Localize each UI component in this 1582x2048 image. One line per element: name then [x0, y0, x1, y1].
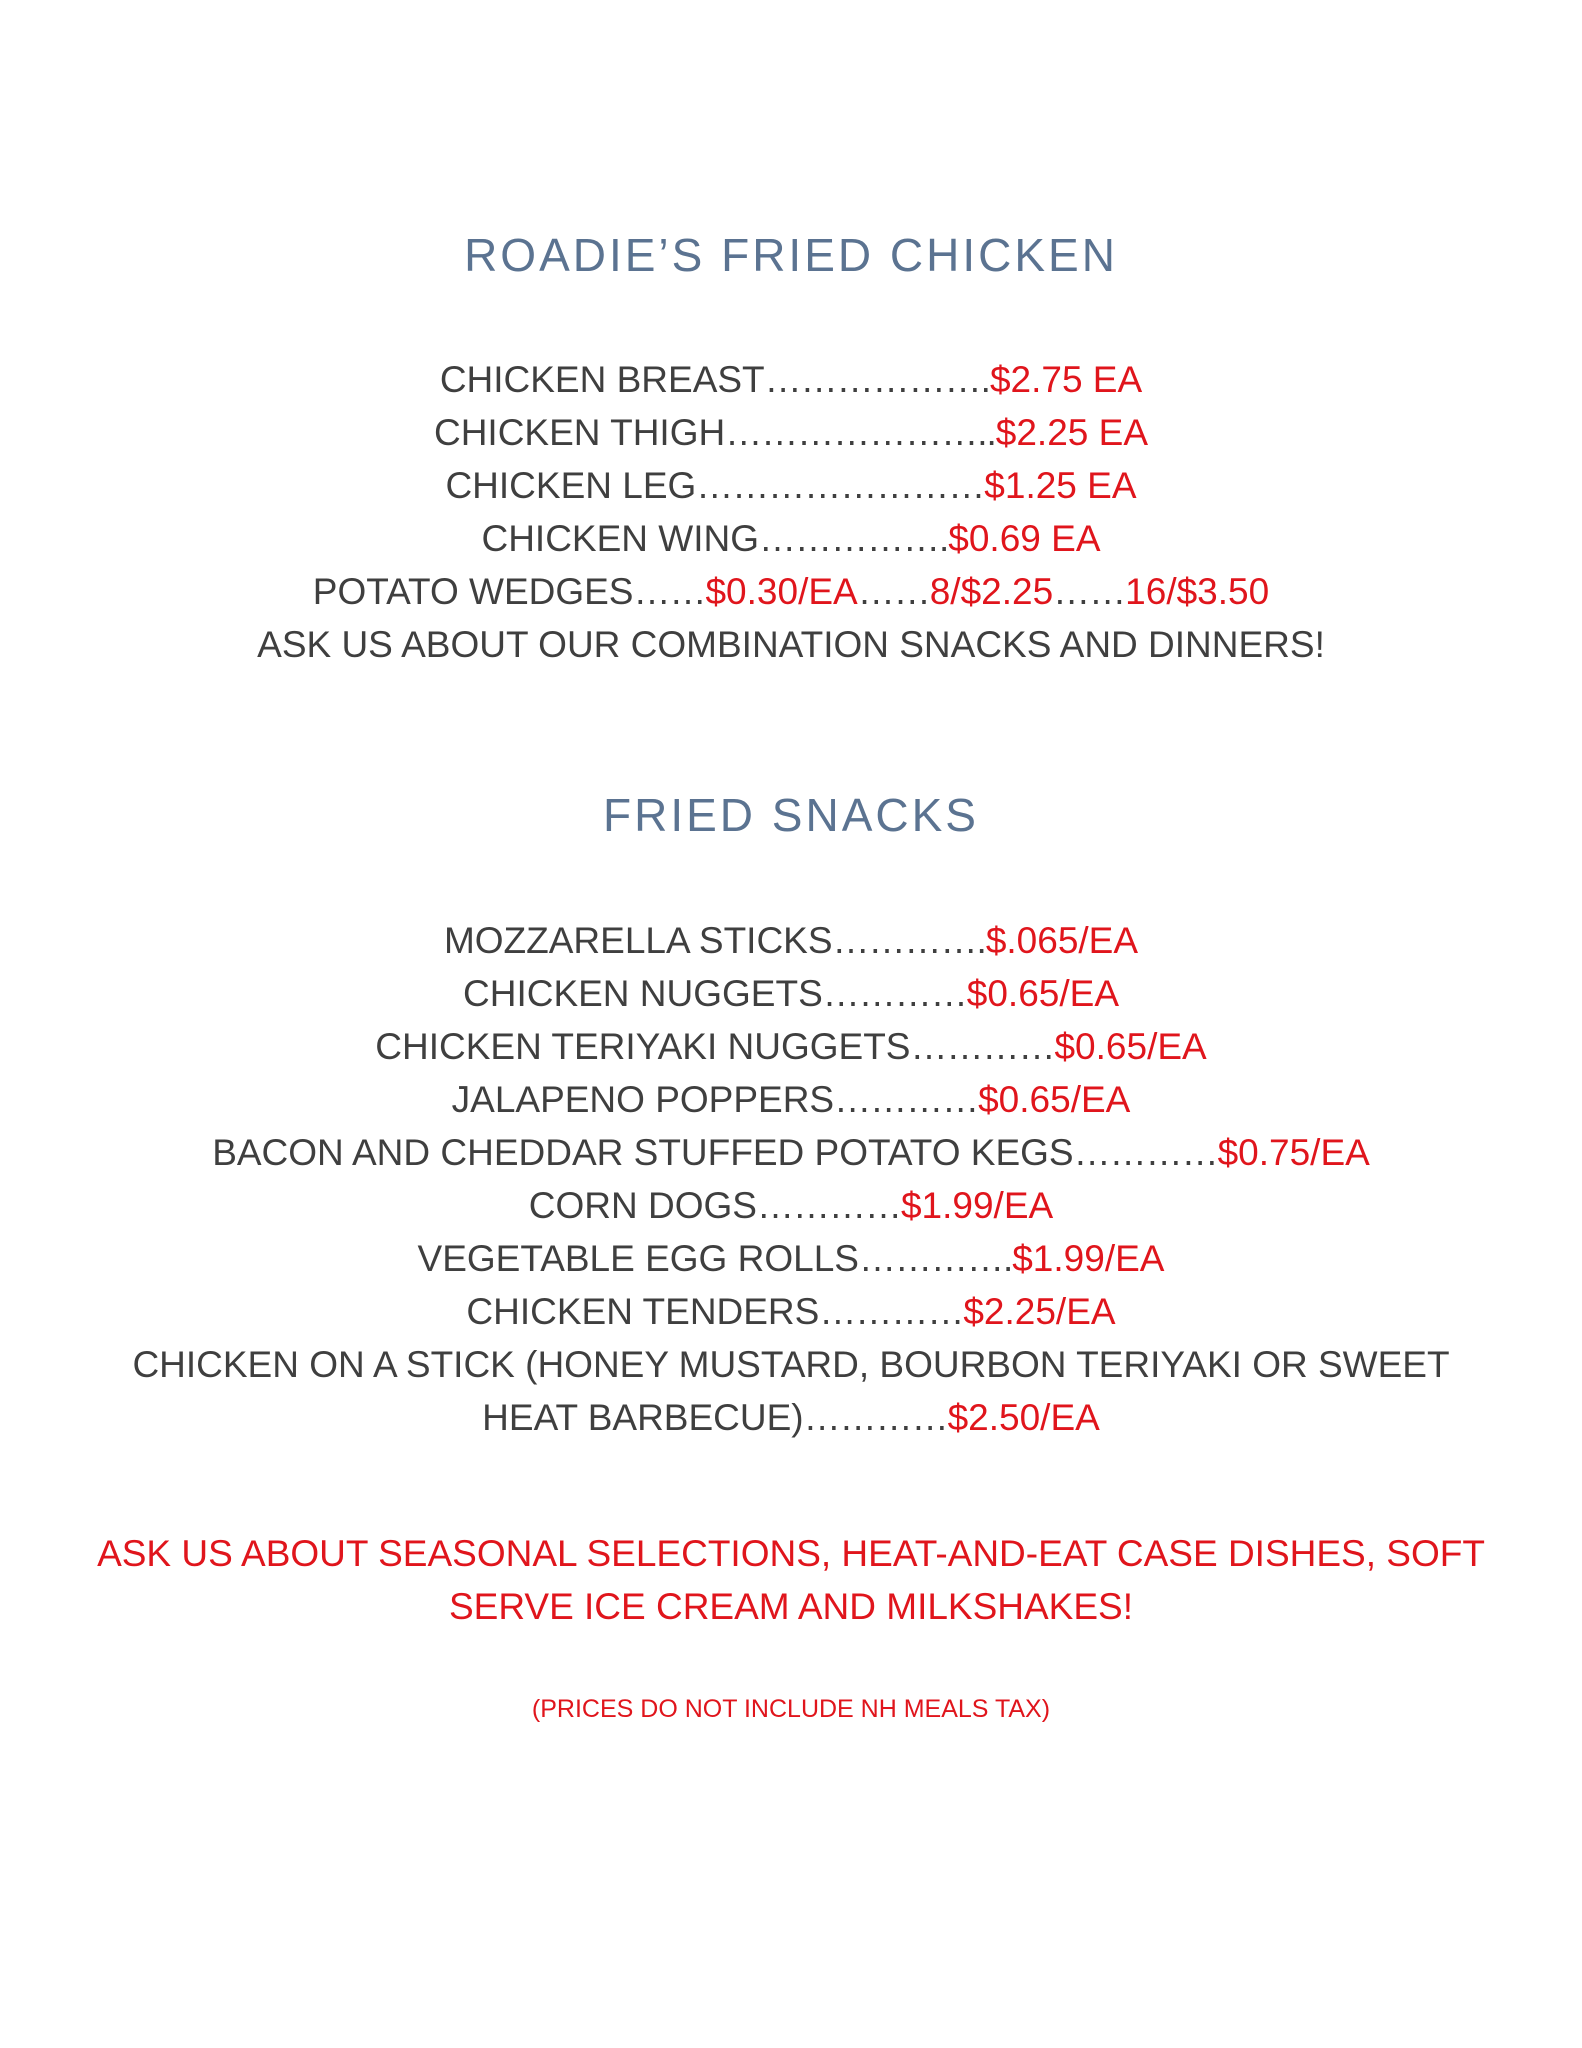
leader-dots: ……: [633, 571, 706, 612]
leader-dots: …………: [910, 1026, 1055, 1067]
menu-item-potato-wedges: [0, 565, 1582, 618]
menu-item: [0, 967, 1582, 1020]
leader-dots: …………: [756, 1185, 901, 1226]
item-name: BACON AND CHEDDAR STUFFED POTATO KEGS: [212, 1132, 1074, 1173]
item-name: CHICKEN LEG: [445, 465, 697, 506]
fried-chicken-menu: [0, 353, 1582, 671]
menu-item: [0, 1126, 1582, 1179]
menu-item: [0, 914, 1582, 967]
item-price: $.065/EA: [985, 920, 1139, 961]
item-price: 16/$3.50: [1125, 571, 1270, 612]
combination-note: ASK US ABOUT OUR COMBINATION SNACKS AND DINNERS!: [257, 624, 1325, 665]
item-price: $1.99/EA: [900, 1185, 1054, 1226]
item-name: CORN DOGS: [528, 1185, 757, 1226]
item-price: $0.75/EA: [1217, 1132, 1370, 1173]
item-price: $0.65/EA: [978, 1079, 1131, 1120]
section-heading-fried-chicken: ROADIE’S FRIED CHICKEN: [464, 229, 1118, 281]
menu-item: [0, 406, 1582, 459]
leader-dots: …………………..: [725, 412, 996, 453]
item-price: $0.30/EA: [705, 571, 858, 612]
item-name: CHICKEN TERIYAKI NUGGETS: [375, 1026, 911, 1067]
menu-item: [0, 1020, 1582, 1073]
item-name: CHICKEN NUGGETS: [463, 973, 823, 1014]
item-price: $2.50/EA: [947, 1397, 1100, 1438]
item-name: CHICKEN BREAST: [439, 359, 765, 400]
leader-dots: …………: [834, 1079, 979, 1120]
item-price: $0.65/EA: [966, 973, 1119, 1014]
item-name: JALAPENO POPPERS: [451, 1079, 835, 1120]
menu-item: [0, 459, 1582, 512]
item-price: $0.65/EA: [1054, 1026, 1207, 1067]
leader-dots: ………….: [832, 920, 986, 961]
menu-item: [0, 1285, 1582, 1338]
leader-dots: ……………….: [764, 359, 990, 400]
leader-dots: ……: [857, 571, 930, 612]
leader-dots: …………….: [758, 518, 949, 559]
item-price: $1.99/EA: [1012, 1238, 1165, 1279]
menu-item: [0, 1179, 1582, 1232]
tax-note: (PRICES DO NOT INCLUDE NH MEALS TAX): [531, 1695, 1051, 1723]
leader-dots: …………: [822, 973, 967, 1014]
leader-dots: …………: [1073, 1132, 1218, 1173]
item-name: CHICKEN TENDERS: [466, 1291, 820, 1332]
menu-item: [0, 353, 1582, 406]
leader-dots: …………: [819, 1291, 964, 1332]
leader-dots: ……………………: [696, 465, 985, 506]
fried-snacks-menu: [0, 914, 1582, 1444]
leader-dots: ………….: [858, 1238, 1013, 1279]
item-price: $1.25 EA: [984, 465, 1137, 506]
item-name: CHICKEN THIGH: [433, 412, 726, 453]
leader-dots: …………: [803, 1397, 948, 1438]
menu-item: [0, 1073, 1582, 1126]
item-name: MOZZARELLA STICKS: [443, 920, 833, 961]
menu-item: [0, 512, 1582, 565]
item-price: 8/$2.25: [929, 571, 1054, 612]
item-price: $2.75 EA: [989, 359, 1143, 400]
item-price: $2.25 EA: [995, 412, 1149, 453]
item-price: $0.69 EA: [948, 518, 1101, 559]
item-name: VEGETABLE EGG ROLLS: [417, 1238, 859, 1279]
promo-note: ASK US ABOUT SEASONAL SELECTIONS, HEAT-AND-EAT CASE DISHES, SOFT SERVE ICE CREAM AND MILKSHAKES!: [97, 1533, 1485, 1627]
item-name: CHICKEN ON A STICK (HONEY MUSTARD, BOURBON TERIYAKI OR SWEET HEAT BARBECUE): [132, 1344, 1450, 1438]
section-heading-fried-snacks: FRIED SNACKS: [603, 789, 979, 841]
leader-dots: ……: [1053, 571, 1126, 612]
menu-item-chicken-on-a-stick: [121, 1338, 1461, 1444]
item-price: $2.25/EA: [963, 1291, 1116, 1332]
menu-item: [0, 1232, 1582, 1285]
item-name: CHICKEN WING: [481, 518, 759, 559]
item-name: POTATO WEDGES: [312, 571, 634, 612]
